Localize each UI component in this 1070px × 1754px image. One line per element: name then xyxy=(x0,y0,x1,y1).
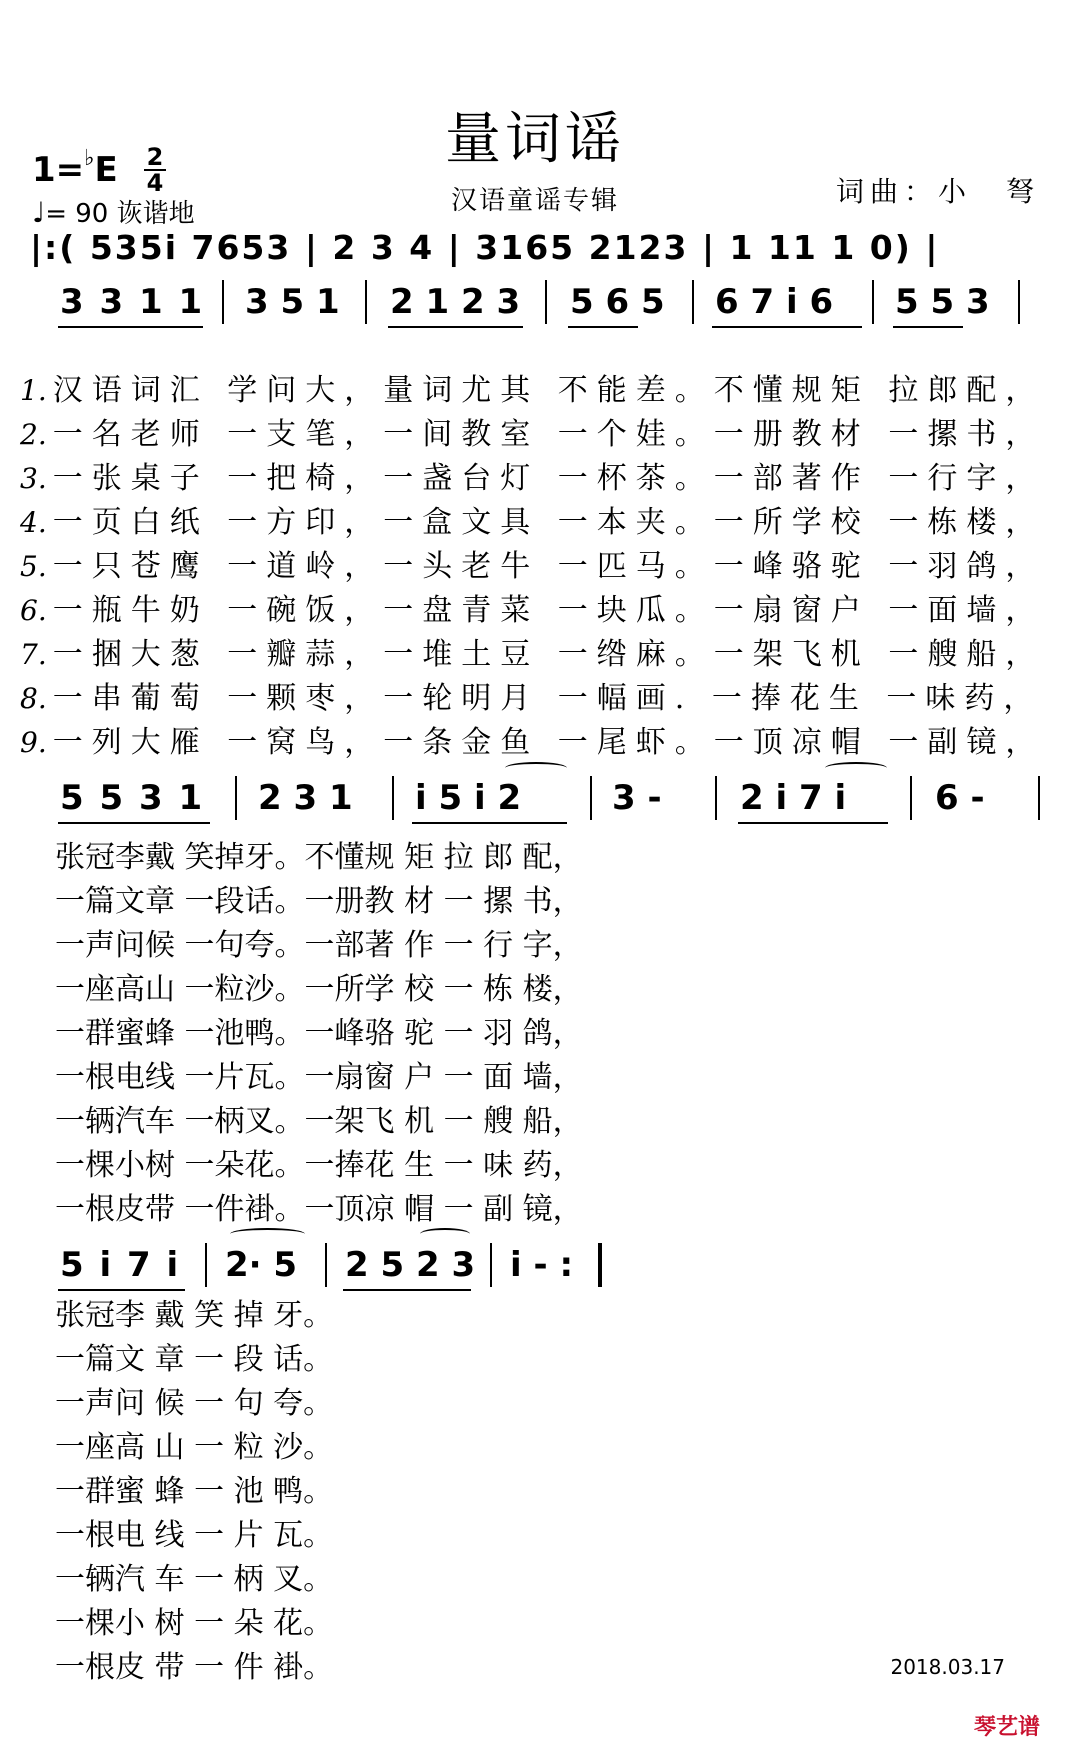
key-signature xyxy=(32,146,118,190)
verse-line: 一页白纸 一方印，一盒文具 一本夹。一所学校 一栋楼， xyxy=(52,505,1045,540)
measure: 5 5 3 xyxy=(895,282,990,322)
verse-line: 一根皮带 一件褂。一顶凉 帽 一 副 镜， xyxy=(55,1192,583,1227)
verse-number: 6. xyxy=(20,594,47,627)
verse-block-1 xyxy=(20,365,1044,761)
verse-line: 一张桌子 一把椅，一盏台灯 一杯茶。一部著作 一行字， xyxy=(52,461,1045,496)
verse-number: 3. xyxy=(20,462,47,495)
verse-line: 一串葡萄 一颗枣，一轮明月 一幅画. 一捧花生 一味药， xyxy=(52,681,1043,716)
verse-line: 一瓶牛奶 一碗饭，一盘青菜 一块瓜。一扇窗户 一面墙， xyxy=(52,593,1045,628)
verse-line: 一座高山 一粒沙。一所学 校 一 栋 楼， xyxy=(55,972,583,1007)
verse-line: 一篇文章 一段话。一册教 材 一 摞 书， xyxy=(55,884,583,919)
key-label: 1= xyxy=(32,150,85,190)
quarter-note-icon: ♩ xyxy=(32,196,46,229)
measure: i - : xyxy=(510,1245,574,1285)
measure: i 5 i 2 xyxy=(415,778,522,818)
credit: 词曲：小 弩 xyxy=(835,175,1040,208)
tempo-text: = 90 诙谐地 xyxy=(45,199,195,229)
verse-line: 一列大雁 一窝鸟，一条金鱼 一尾虾。一顶凉帽 一副镜， xyxy=(52,725,1045,760)
verse-line: 一篇文 章 一 段 话。 xyxy=(55,1342,334,1377)
verse-line: 一名老师 一支笔，一间教室 一个娃。一册教材 一摞书， xyxy=(52,417,1045,452)
verse-line: 一只苍鹰 一道岭，一头老牛 一匹马。一峰骆驼 一羽鸽， xyxy=(52,549,1045,584)
verse-line: 张冠李 戴 笑 掉 牙。 xyxy=(55,1298,334,1333)
flat-icon: ♭ xyxy=(84,146,95,171)
verse-number: 2. xyxy=(20,418,47,451)
verse-line: 张冠李戴 笑掉牙。不懂规 矩 拉 郎 配， xyxy=(55,840,583,875)
notes-row-1 xyxy=(0,282,1070,326)
measure: 6 - xyxy=(935,778,985,818)
verse-number: 1. xyxy=(20,374,47,407)
measure: 2 i 7 i xyxy=(740,778,847,818)
verse-line: 一根电 线 一 片 瓦。 xyxy=(55,1518,334,1553)
verse-line: 一声问候 一句夸。一部著 作 一 行 字， xyxy=(55,928,583,963)
verse-number: 7. xyxy=(20,638,47,671)
verse-line: 汉语词汇 学问大，量词尤其 不能差。不懂规矩 拉郎配， xyxy=(52,373,1045,408)
verse-block-3 xyxy=(55,1290,333,1686)
verse-line: 一根电线 一片瓦。一扇窗 户 一 面 墙， xyxy=(55,1060,583,1095)
measure: 2· 5 xyxy=(225,1245,298,1285)
measure: 3 3 1 1 xyxy=(60,282,203,322)
verse-line: 一辆汽车 一柄叉。一架飞 机 一 艘 船， xyxy=(55,1104,583,1139)
verse-number: 5. xyxy=(20,550,47,583)
verse-line: 一辆汽 车 一 柄 叉。 xyxy=(55,1562,334,1597)
subtitle: 汉语童谣专辑 xyxy=(450,186,619,216)
measure: 5 i 7 i xyxy=(60,1245,179,1285)
verse-line: 一捆大葱 一瓣蒜，一堆土豆 一绺麻。一架飞机 一艘船， xyxy=(52,637,1045,672)
verse-number: 8. xyxy=(20,682,47,715)
verse-line: 一群蜜蜂 一池鸭。一峰骆 驼 一 羽 鸽， xyxy=(55,1016,583,1051)
measure: 3 5 1 xyxy=(245,282,340,322)
measure: 5 6 5 xyxy=(570,282,665,322)
measure: 2 5 2 3 xyxy=(345,1245,476,1285)
measure: 6 7 i 6 xyxy=(715,282,834,322)
verse-line: 一群蜜 蜂 一 池 鸭。 xyxy=(55,1474,334,1509)
tempo-marking xyxy=(32,193,195,230)
measure: 2 1 2 3 xyxy=(390,282,521,322)
page-title: 量词谣 xyxy=(445,107,625,172)
key-note: E xyxy=(94,150,118,190)
verse-line: 一棵小 树 一 朵 花。 xyxy=(55,1606,334,1641)
verse-line: 一棵小树 一朵花。一捧花 生 一 味 药， xyxy=(55,1148,583,1183)
intro-line: |:( 535i 7653 | 2 3 4 | 3165 2123 | 1 11 1 0) | xyxy=(30,228,940,267)
measure: 2 3 1 xyxy=(258,778,353,818)
measure: 3 - xyxy=(612,778,662,818)
time-top: 2 xyxy=(146,143,164,171)
date-stamp: 2018.03.17 xyxy=(890,1655,1005,1679)
verse-line: 一声问 候 一 句 夸。 xyxy=(55,1386,334,1421)
measure: 5 5 3 1 xyxy=(60,778,203,818)
verse-number: 9. xyxy=(20,726,47,759)
verse-number: 4. xyxy=(20,506,47,539)
time-bottom: 4 xyxy=(146,169,164,197)
brand-logo: 琴艺谱 xyxy=(973,1715,1040,1740)
notes-row-3 xyxy=(0,1245,1070,1289)
verse-block-2 xyxy=(55,832,583,1228)
verse-line: 一根皮 带 一 件 褂。 xyxy=(55,1650,334,1685)
time-signature xyxy=(144,143,166,197)
verse-line: 一座高 山 一 粒 沙。 xyxy=(55,1430,334,1465)
